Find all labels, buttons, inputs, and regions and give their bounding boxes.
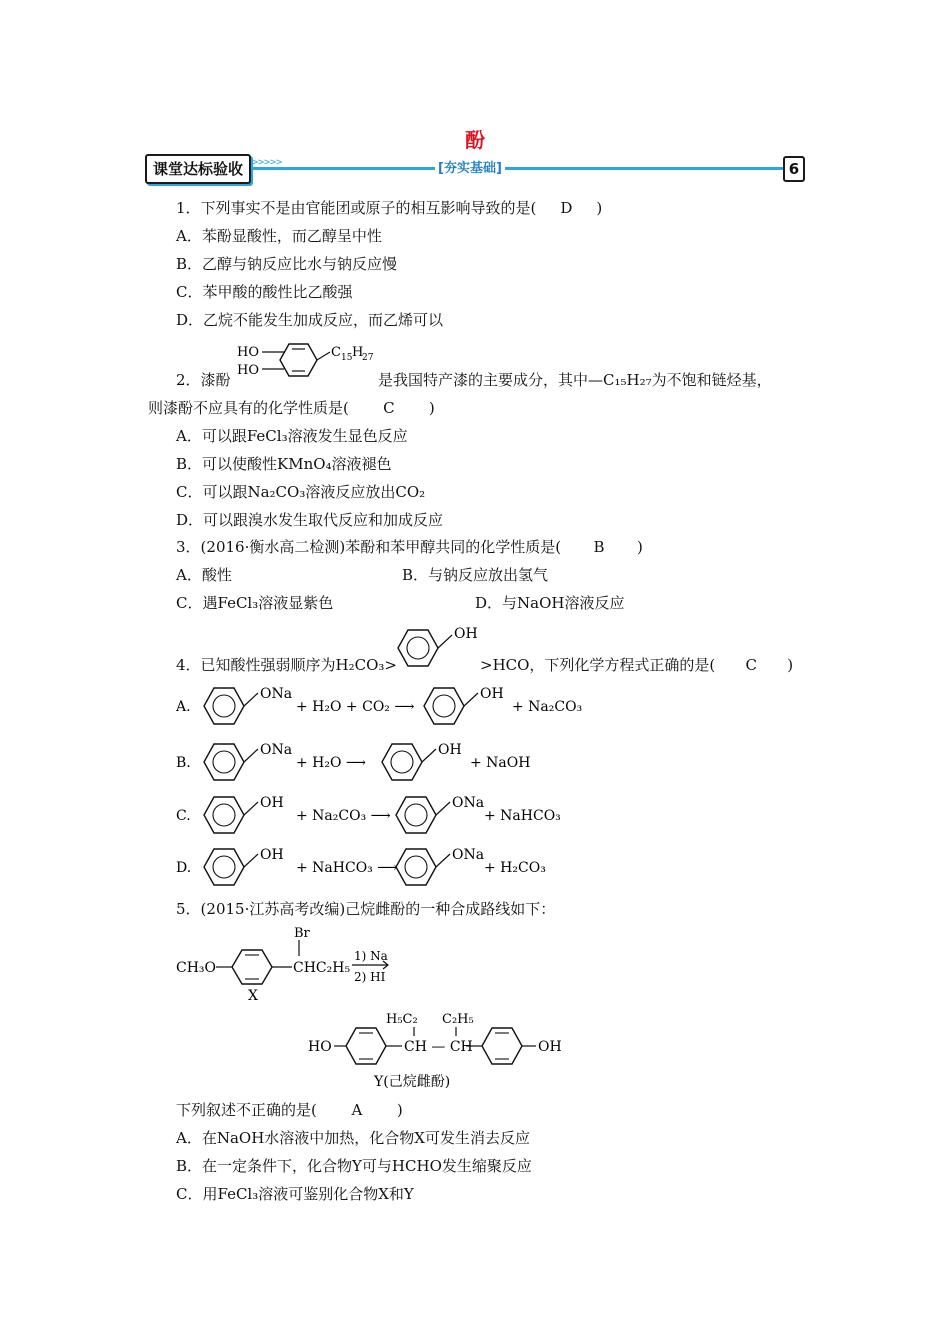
q1-stem	[176, 198, 602, 218]
q3-option-d: D．与NaOH溶液反应	[475, 594, 625, 612]
q1-answer: D	[560, 199, 573, 217]
q2-answer: C	[383, 399, 395, 417]
q2-r-c: C	[331, 345, 341, 360]
q4-answer: C	[745, 656, 758, 674]
q2-oh-bottom: HO	[237, 363, 259, 378]
q2-r-h: H	[352, 345, 364, 360]
y-ch-ch: CH — CH	[404, 1039, 473, 1055]
q4-reactant-group: OH	[260, 795, 284, 811]
section-banner	[145, 153, 805, 183]
x-chain: CHC₂H₅	[293, 960, 351, 976]
q4-option-letter: D.	[176, 860, 192, 876]
q2-line2-text: 则漆酚不应具有的化学性质是(	[148, 399, 349, 417]
q1-option-d: D．乙烷不能发生加成反应，而乙烯可以	[176, 311, 444, 329]
q4-stem-b-text: >HCO，下列化学方程式正确的是(	[480, 656, 716, 674]
q4-reactant-group: OH	[260, 847, 284, 863]
q2-close: )	[428, 399, 435, 417]
q2-option-a: A．可以跟FeCl₃溶液发生显色反应	[176, 427, 408, 445]
q4-byproduct: + H₂CO₃	[484, 860, 546, 876]
q4-option-letter: B.	[176, 755, 191, 771]
q1-close: )	[596, 199, 603, 217]
q4-row-a	[176, 680, 606, 732]
q3-answer: B	[593, 538, 605, 556]
q5-option-c: C．用FeCl₃溶液可鉴别化合物X和Y	[176, 1185, 414, 1203]
q4-product-group: OH	[438, 742, 462, 758]
banner-line	[245, 167, 783, 170]
q4-reagents: + H₂O + CO₂ ⟶	[296, 699, 415, 715]
y-label: Y(己烷雌酚)	[374, 1074, 451, 1090]
q4-row-b	[176, 736, 606, 788]
q5-close: )	[396, 1101, 403, 1119]
q4-product-group: ONa	[452, 847, 485, 863]
banner-subtitle: [夯实基础]	[435, 157, 505, 176]
q2-r-sub2: 27	[362, 353, 374, 363]
q4-reactant-group: ONa	[260, 742, 293, 758]
x-condition-1: 1) Na	[354, 949, 388, 963]
q4-byproduct: + NaHCO₃	[484, 808, 561, 824]
y-ethyl-left: H₅C₂	[386, 1012, 418, 1027]
q2-r-sub1: 15	[341, 353, 353, 363]
q3-stem	[176, 537, 643, 557]
x-label: X	[248, 988, 258, 1004]
q4-reagents: + Na₂CO₃ ⟶	[296, 808, 391, 824]
q4-product-group: OH	[480, 686, 504, 702]
q1-option-b: B．乙醇与钠反应比水与钠反应慢	[176, 255, 398, 273]
q4-product-group: ONa	[452, 795, 485, 811]
q4-option-letter: A.	[176, 699, 191, 715]
q4-byproduct: + NaOH	[470, 755, 531, 771]
q4-stem-b	[480, 655, 793, 675]
compound-y-structure	[306, 1006, 586, 1092]
y-ethyl-right: C₂H₅	[442, 1012, 474, 1027]
q2-label: 2．漆酚	[176, 371, 231, 389]
x-condition-2: 2) HI	[354, 970, 386, 984]
q3-option-a: A．酸性	[176, 566, 232, 584]
q5-question	[176, 1100, 403, 1120]
q4-close: )	[787, 656, 794, 674]
q5-question-text: 下列叙述不正确的是(	[176, 1101, 317, 1119]
q4-phenol-oh: OH	[454, 626, 478, 642]
q2-oh-top: HO	[237, 345, 259, 360]
q2-stem-rest: 是我国特产漆的主要成分，其中—C₁₅H₂₇为不饱和链烃基，	[378, 371, 772, 389]
q2-option-d: D．可以跟溴水发生取代反应和加成反应	[176, 511, 444, 529]
page-title: 酚	[465, 128, 485, 152]
q4-option-letter: C.	[176, 808, 191, 824]
banner-tag: 课堂达标验收	[145, 154, 251, 184]
q4-stem-a: 4．已知酸性强弱顺序为H₂CO₃>	[176, 656, 397, 674]
q4-phenol	[396, 620, 486, 676]
urushiol-structure	[234, 338, 384, 388]
q5-option-a: A．在NaOH水溶液中加热，化合物X可发生消去反应	[176, 1129, 530, 1147]
q3-stem-text: 3．(2016·衡水高二检测)苯酚和苯甲醇共同的化学性质是(	[176, 538, 562, 556]
q4-byproduct: + Na₂CO₃	[512, 699, 583, 715]
q1-option-c: C．苯甲酸的酸性比乙酸强	[176, 283, 353, 301]
q3-option-c: C．遇FeCl₃溶液显紫色	[176, 594, 334, 612]
y-ho: HO	[308, 1039, 332, 1055]
x-bromine: Br	[294, 926, 310, 941]
compound-x-structure	[176, 924, 416, 1004]
q4-reactant-group: ONa	[260, 686, 293, 702]
q2-option-b: B．可以使酸性KMnO₄溶液褪色	[176, 455, 392, 473]
q5-option-b: B．在一定条件下，化合物Y可与HCHO发生缩聚反应	[176, 1157, 532, 1175]
q2-stem-line2	[148, 398, 435, 418]
q4-row-d	[176, 841, 606, 893]
banner-arrows: >>>>>	[252, 157, 283, 168]
q4-reagents: + NaHCO₃ ⟶	[296, 860, 398, 876]
banner-page-number: 6	[783, 156, 805, 182]
q3-close: )	[637, 538, 643, 556]
y-oh: OH	[538, 1039, 562, 1055]
q3-option-b: B．与钠反应放出氢气	[402, 566, 549, 584]
q4-reagents: + H₂O ⟶	[296, 755, 366, 771]
q1-option-a: A．苯酚显酸性，而乙醇呈中性	[176, 227, 382, 245]
q5-stem: 5．(2015·江苏高考改编)己烷雌酚的一种合成路线如下：	[176, 900, 556, 918]
q4-row-c	[176, 789, 606, 841]
q2-option-c: C．可以跟Na₂CO₃溶液反应放出CO₂	[176, 483, 426, 501]
x-methoxy: CH₃O	[176, 960, 217, 976]
q5-answer: A	[351, 1101, 363, 1119]
q1-stem-text: 1．下列事实不是由官能团或原子的相互影响导致的是(	[176, 199, 537, 217]
